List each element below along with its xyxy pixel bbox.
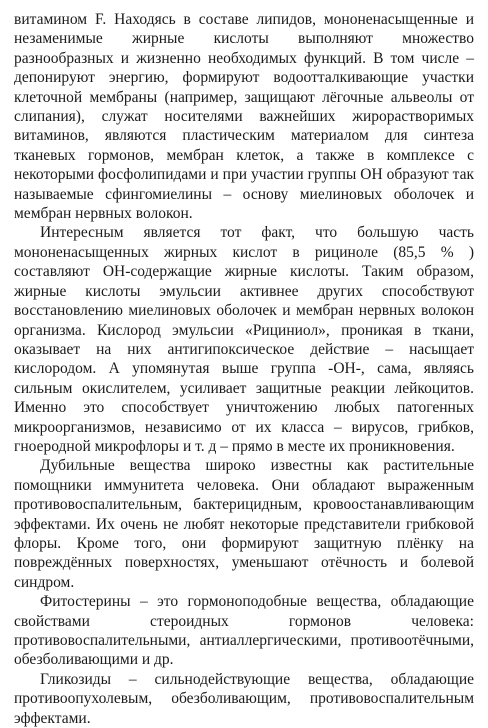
paragraph-lipids-continued: витамином F. Находясь в составе липидов, мононенасыщенные и незаменимые жирные кислоты выполняют множество разнообразных и жизненно необходимых функций. В том числе – депонируют энергию, формируют водоотталкивающие участки клеточной мембраны (например, защищают лёгочные альвеолы от слипания), служат носителями важнейших жирорастворимых витаминов, являются пластическим материалом для синтеза тканевых гормонов, мембран клеток, а также в комплексе с некоторыми фосфолипидами и при участии группы ОН образуют так называемые сфингомиелины – основу миелиновых оболочек и мембран нервных волокон. — [14, 11, 474, 223]
paragraph-oh-fatty-acids: Интересным является тот факт, что большую часть мононенасыщенных жирных кислот в рициноле (85,5 % ) составляют ОН-содержащие жирные кислоты. Таким образом, жирные кислоты эмульсии активнее других способствуют восстановлению миелиновых оболочек и мембран нервных волокон организма. Кислород эмульсии «Рициниол», проникая в ткани, оказывает на них антигипоксическое действие – насыщает кислородом. А упомянутая выше группа -ОН-, сама, являясь сильным окислителем, усиливает защитные реакции лейкоцитов. Именно это способствует уничтожению любых патогенных микроорганизмов, независимо от их класса – вирусов, грибков, гноеродной микрофлоры и т. д – прямо в месте их проникновения. — [14, 224, 474, 455]
paragraph-phytosterols: Фитостерины – это гормоноподобные вещества, обладающие свойствами стероидных гормонов человека: противовоспалительными, антиаллергическими, противоотёчными, обезболивающими и др. — [14, 593, 474, 669]
paragraph-tannins: Дубильные вещества широко известны как растительные помощники иммунитета человека. Они обладают выраженным противовоспалительным, бактерицидным, кровоостанавливающим эффектами. Их очень не любят некоторые представители грибковой флоры. Кроме того, они формируют защитную плёнку на повреждённых поверхностях, уменьшают отёчность и болевой синдром. — [14, 457, 474, 591]
paragraph-glycosides: Гликозиды – сильнодействующие вещества, обладающие противоопухолевым, обезболивающим, противовоспалительным эффектами. — [14, 670, 474, 727]
